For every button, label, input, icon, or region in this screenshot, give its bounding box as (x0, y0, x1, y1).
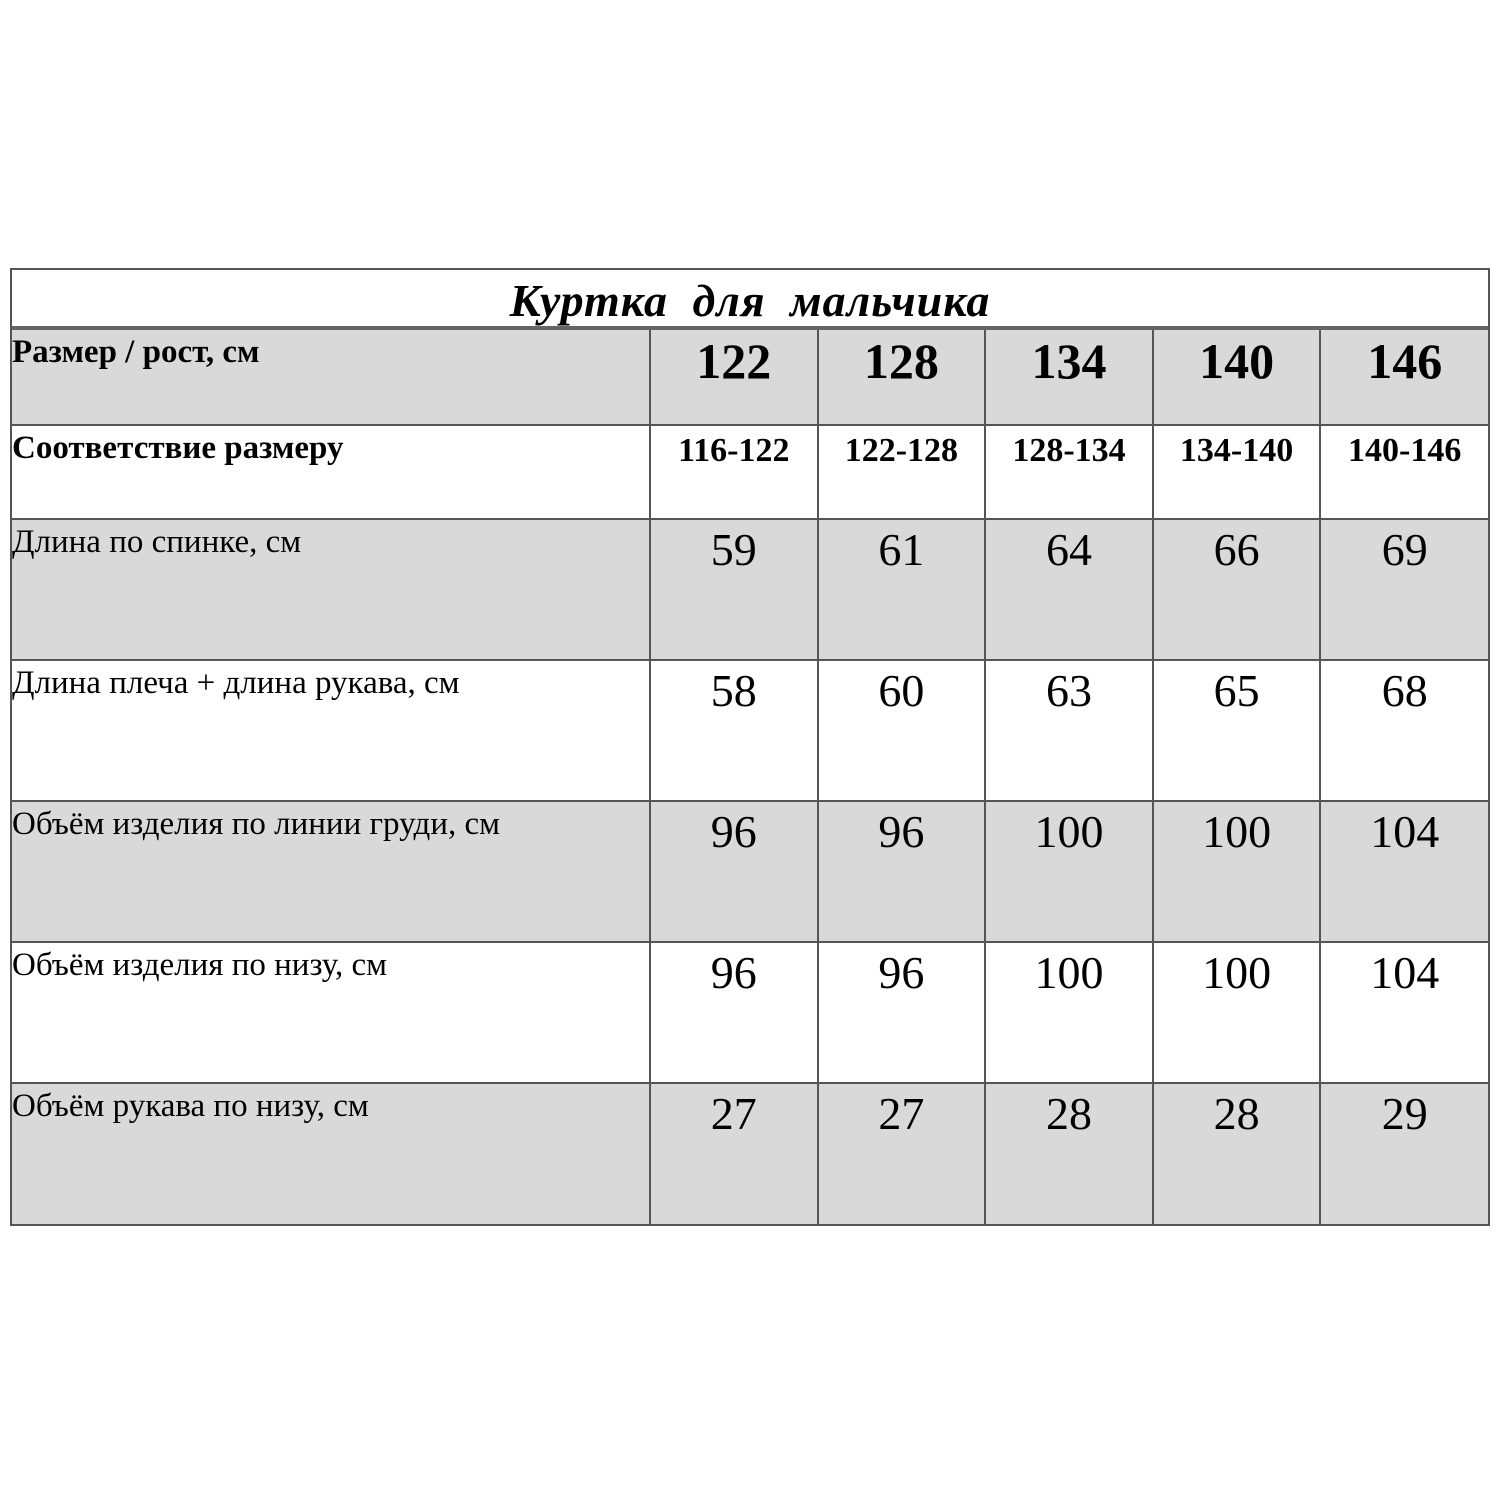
measurement-value: 66 (1153, 519, 1321, 660)
measurement-row-sleeve-length (12, 660, 1488, 801)
measurement-value: 60 (818, 660, 986, 801)
measurement-value: 29 (1320, 1083, 1488, 1224)
size-header-row (12, 330, 1488, 425)
measurement-row-sleeve-hem (12, 1083, 1488, 1224)
match-range: 128-134 (985, 425, 1153, 519)
measurement-value: 96 (818, 942, 986, 1083)
measurement-value: 58 (650, 660, 818, 801)
size-match-label: Соответствие размеру (12, 425, 650, 519)
size-match-row (12, 425, 1488, 519)
measurement-label: Длина плеча + длина рукава, см (12, 660, 650, 801)
match-range: 134-140 (1153, 425, 1321, 519)
measurement-value: 104 (1320, 801, 1488, 942)
measurement-value: 59 (650, 519, 818, 660)
size-140: 140 (1153, 330, 1321, 425)
measurement-label: Длина по спинке, см (12, 519, 650, 660)
measurement-row-back-length (12, 519, 1488, 660)
measurement-label: Объём рукава по низу, см (12, 1083, 650, 1224)
match-range: 116-122 (650, 425, 818, 519)
measurement-value: 65 (1153, 660, 1321, 801)
size-134: 134 (985, 330, 1153, 425)
size-146: 146 (1320, 330, 1488, 425)
measurement-value: 100 (985, 942, 1153, 1083)
measurement-value: 104 (1320, 942, 1488, 1083)
match-range: 122-128 (818, 425, 986, 519)
size-122: 122 (650, 330, 818, 425)
measurement-value: 28 (1153, 1083, 1321, 1224)
measurement-value: 96 (650, 942, 818, 1083)
measurement-label: Объём изделия по линии груди, см (12, 801, 650, 942)
size-chart (10, 268, 1490, 1226)
size-table (12, 330, 1488, 1224)
measurement-value: 100 (985, 801, 1153, 942)
measurement-value: 100 (1153, 801, 1321, 942)
chart-title: Куртка для мальчика (12, 270, 1488, 330)
measurement-value: 28 (985, 1083, 1153, 1224)
size-header-label: Размер / рост, см (12, 330, 650, 425)
measurement-value: 68 (1320, 660, 1488, 801)
measurement-row-hem (12, 942, 1488, 1083)
measurement-value: 96 (650, 801, 818, 942)
measurement-value: 69 (1320, 519, 1488, 660)
measurement-value: 64 (985, 519, 1153, 660)
size-128: 128 (818, 330, 986, 425)
measurement-label: Объём изделия по низу, см (12, 942, 650, 1083)
measurement-value: 96 (818, 801, 986, 942)
measurement-value: 27 (650, 1083, 818, 1224)
measurement-value: 27 (818, 1083, 986, 1224)
measurement-row-chest (12, 801, 1488, 942)
match-range: 140-146 (1320, 425, 1488, 519)
measurement-value: 63 (985, 660, 1153, 801)
measurement-value: 61 (818, 519, 986, 660)
measurement-value: 100 (1153, 942, 1321, 1083)
